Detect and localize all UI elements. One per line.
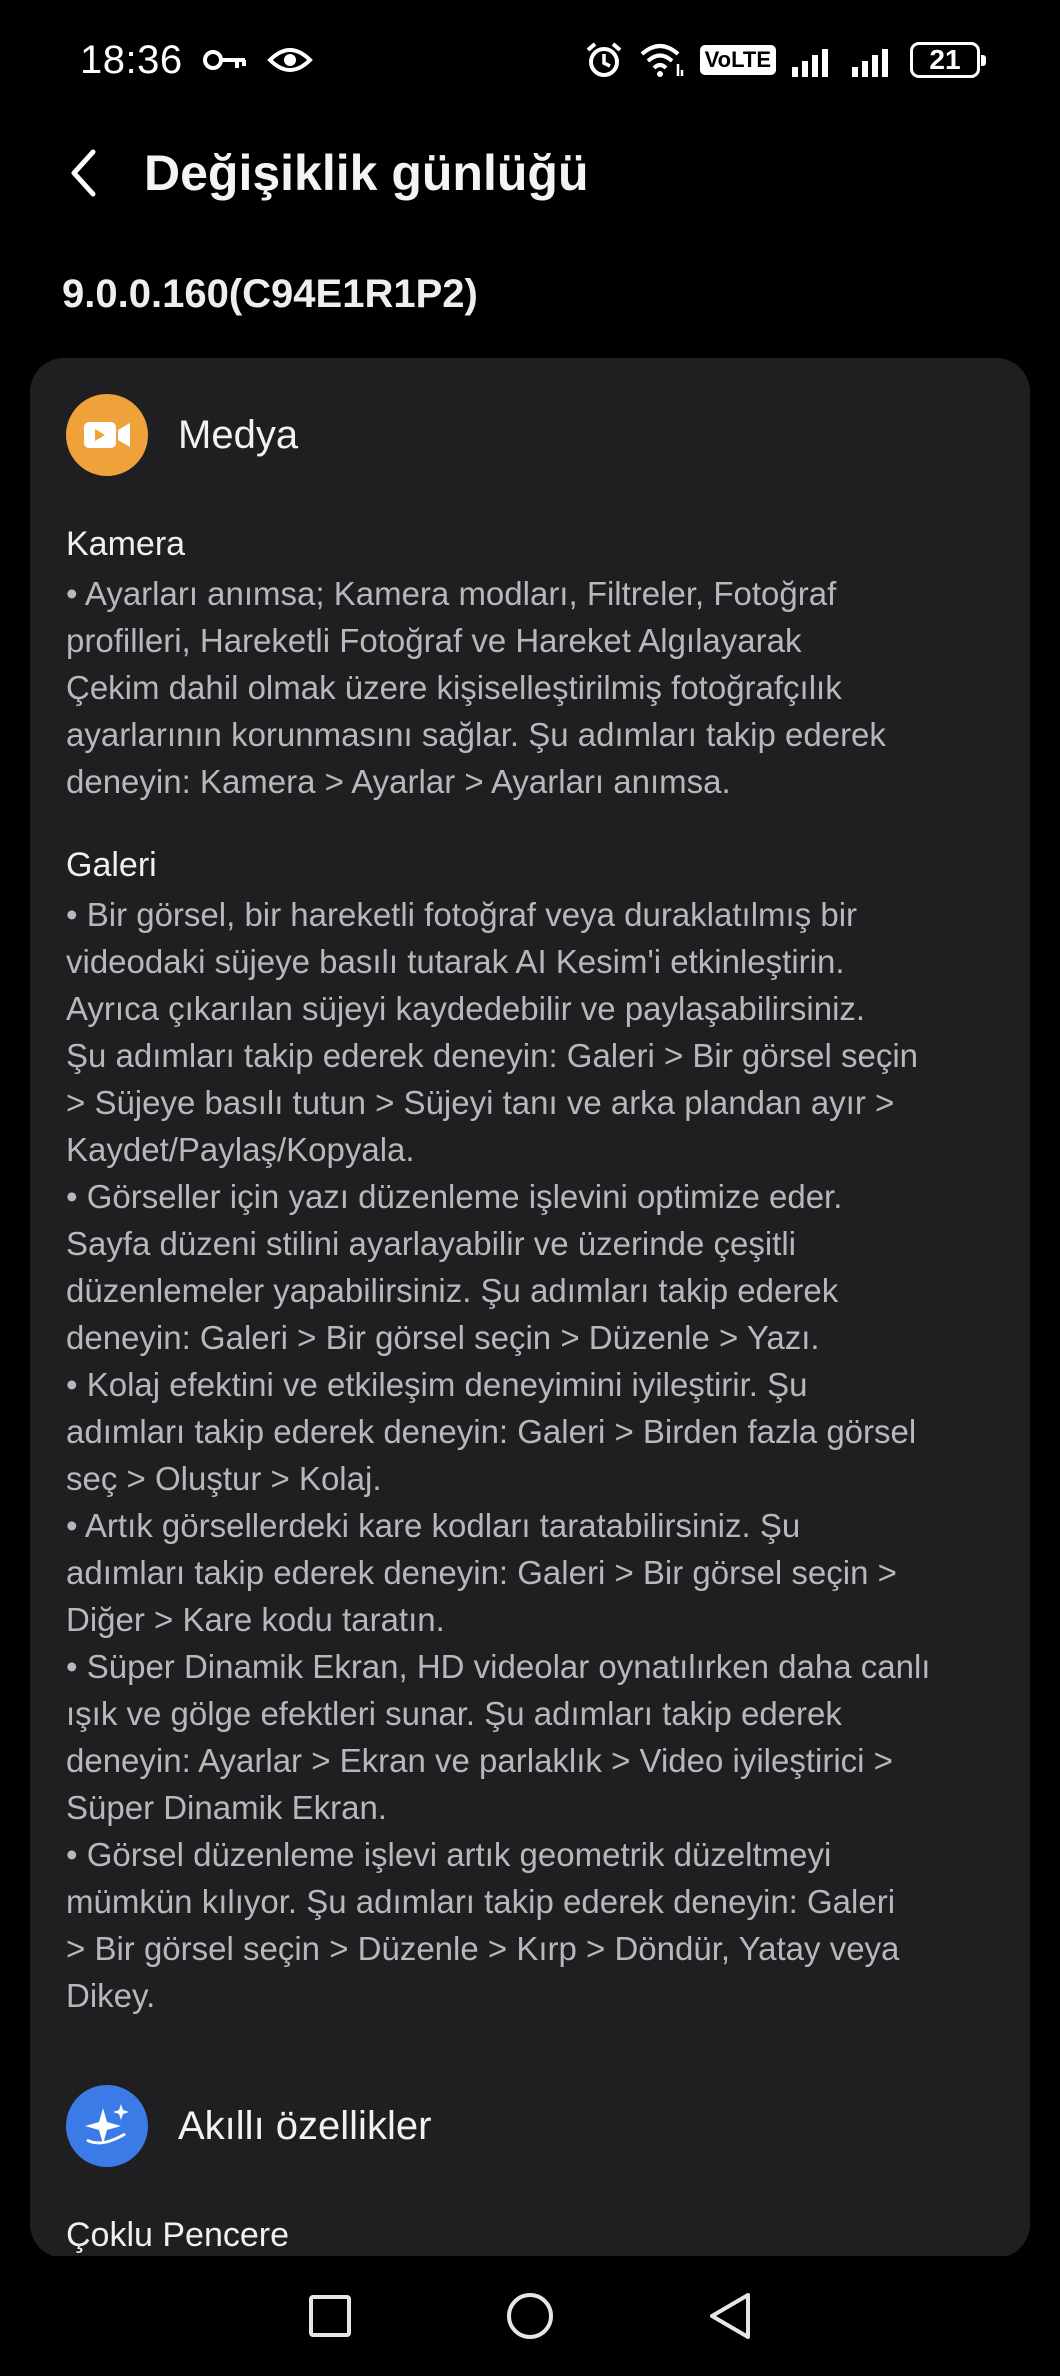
status-left <box>80 38 313 83</box>
page-title: Değişiklik günlüğü <box>144 144 589 201</box>
back-triangle-icon <box>706 2291 754 2341</box>
back-button[interactable] <box>68 143 118 203</box>
section-header <box>66 390 994 480</box>
recents-button[interactable] <box>290 2276 370 2356</box>
sparkle-icon <box>66 2085 148 2167</box>
version-label: 9.0.0.160(C94E1R1P2) <box>62 272 478 316</box>
subsection-title: Çoklu Pencere <box>66 2216 290 2254</box>
navigation-bar <box>0 2256 1060 2376</box>
video-camera-icon <box>66 394 148 476</box>
section-title: Medya <box>178 412 299 457</box>
eye-icon <box>267 45 313 75</box>
signal-icon <box>790 43 836 77</box>
section-title: Akıllı özellikler <box>178 2103 432 2148</box>
section-header <box>66 2081 994 2171</box>
subsection-body: • Bir görsel, bir hareketli fotoğraf veya duraklatılmış bir videodaki süjeye basılı tutarak AI Kesim'i etkinleştirin. Ayrıca çıkarılan süjeyi kaydedebilir ve paylaşabilirsiniz. Şu adımları takip ederek deneyin: Galeri > Bir görsel seçin > Süjeye basılı tutun > Süjeyi tanı ve arka plandan ayır > Kaydet/Paylaş/Kopyala. • Görseller için yazı düzenleme işlevini optimize eder. Sayfa düzeni stilini ayarlayabilir ve üzerinde çeşitli düzenlemeler yapabilirsiniz. Şu adımları takip ederek deneyin: Galeri > Bir görsel seçin > Düzenle > Yazı. • Kolaj efektini ve etkileşim deneyimini iyileştirir. Şu adımları takip ederek deneyin: Galeri > Birden fazla görsel seç > Oluştur > Kolaj. • Artık görsellerdeki kare kodları taratabilirsiniz. Şu adımları takip ederek deneyin: Galeri > Bir görsel seçin > Diğer > Kare kodu taratın. • Süper Dinamik Ekran, HD videolar oynatılırken daha canlı ışık ve gölge efektleri sunar. Şu adımları takip ederek deneyin: Ayarlar > Ekran ve parlaklık > Video iyileştirici > Süper Dinamik Ekran. • Görsel düzenleme işlevi artık geometrik düzeltmeyi mümkün kılıyor. Şu adımları takip ederek deneyin: Galeri > Bir görsel seçin > Düzenle > Kırp > Döndür, Yatay veya Dikey. <box>66 896 931 2014</box>
alarm-icon <box>584 40 624 80</box>
chevron-left-icon <box>68 148 98 198</box>
status-time: 18:36 <box>80 37 183 82</box>
section-medya <box>66 390 994 2019</box>
app-header <box>0 120 1060 225</box>
recents-square-icon <box>307 2293 353 2339</box>
home-circle-icon <box>504 2290 556 2342</box>
wifi-icon <box>638 42 686 78</box>
status-bar <box>0 0 1060 120</box>
subsection-title: Galeri <box>66 846 157 884</box>
battery-indicator: 21 <box>910 42 980 78</box>
back-nav-button[interactable] <box>690 2276 770 2356</box>
subsection-title: Kamera <box>66 525 186 563</box>
status-right <box>584 40 980 80</box>
volte-badge: VoLTE <box>700 45 776 75</box>
subsection-body: • Ayarları anımsa; Kamera modları, Filtreler, Fotoğraf profilleri, Hareketli Fotoğraf ve Hareket Algılayarak Çekim dahil olmak üzere kişiselleştirilmiş fotoğrafçılık ayarlarının korunmasını sağlar. Şu adımları takip ederek deneyin: Kamera > Ayarlar > Ayarları anımsa. <box>66 575 886 800</box>
changelog-card <box>30 358 1030 2258</box>
key-icon <box>201 47 249 73</box>
home-button[interactable] <box>490 2276 570 2356</box>
signal-icon <box>850 43 896 77</box>
